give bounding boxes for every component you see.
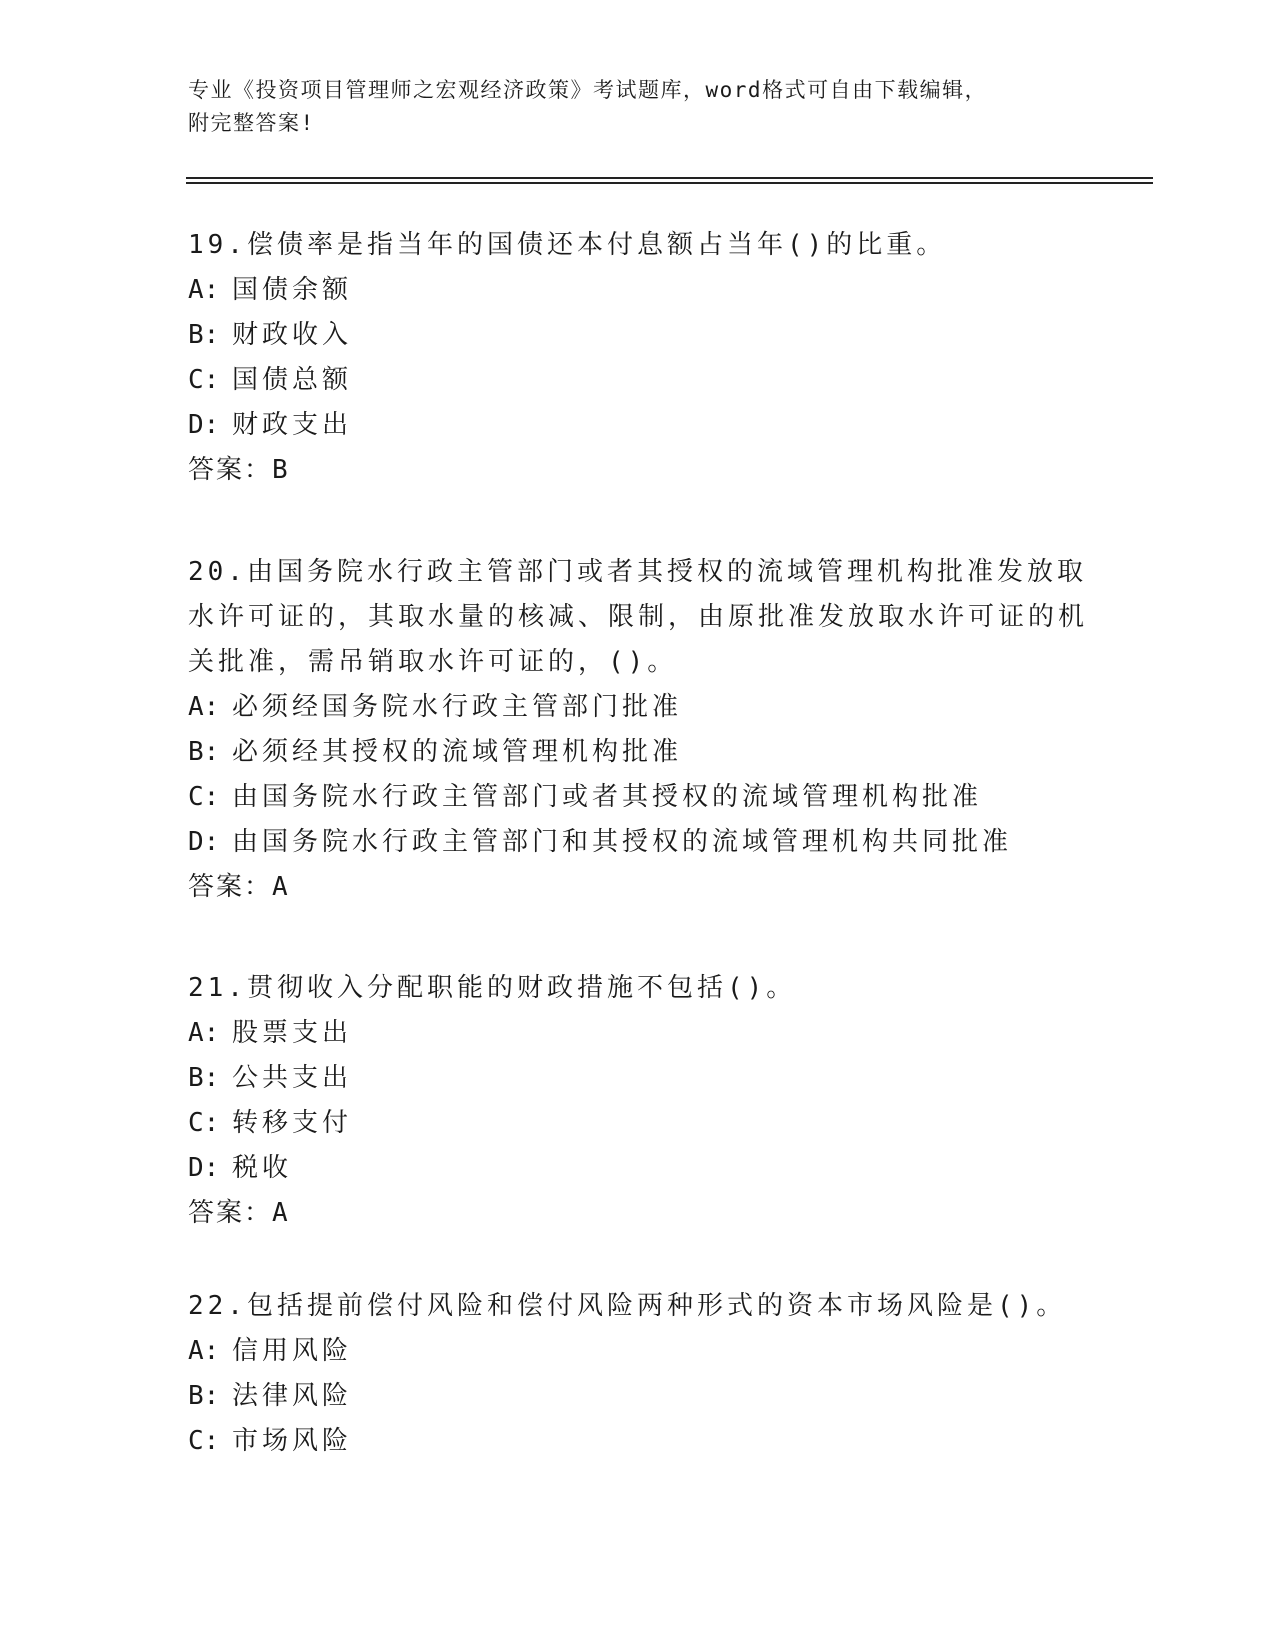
option-b — [188, 1056, 1088, 1101]
header-divider-top — [186, 177, 1153, 179]
option-c — [188, 1419, 1088, 1464]
answer-line — [188, 1191, 1088, 1236]
option-text: 股票支出 — [232, 1018, 353, 1048]
option-text: 公共支出 — [232, 1063, 353, 1093]
option-text: 市场风险 — [232, 1426, 353, 1456]
option-text: 法律风险 — [232, 1381, 353, 1411]
question-text: 19.偿债率是指当年的国债还本付息额占当年()的比重。 — [188, 230, 947, 260]
option-b — [188, 730, 1088, 775]
option-key: A: — [188, 1018, 220, 1048]
answer-label: 答案： — [188, 1198, 273, 1228]
option-text: 转移支付 — [232, 1108, 353, 1138]
question-21 — [188, 966, 1088, 1236]
question-22 — [188, 1284, 1088, 1464]
option-key: C: — [188, 782, 220, 812]
answer-value: A — [272, 1198, 290, 1228]
option-c — [188, 358, 1088, 403]
option-c — [188, 1101, 1088, 1146]
option-text: 信用风险 — [232, 1336, 353, 1366]
option-key: A: — [188, 692, 220, 722]
option-d — [188, 1146, 1088, 1191]
option-key: D: — [188, 410, 220, 440]
option-text: 国债总额 — [232, 365, 353, 395]
option-a — [188, 268, 1088, 313]
answer-label: 答案： — [188, 455, 273, 485]
document-header — [188, 74, 1088, 140]
option-text: 由国务院水行政主管部门或者其授权的流域管理机构批准 — [232, 782, 983, 812]
option-key: D: — [188, 1153, 220, 1183]
option-key: C: — [188, 1426, 220, 1456]
option-text: 必须经其授权的流域管理机构批准 — [232, 737, 683, 767]
question-text: 20.由国务院水行政主管部门或者其授权的流域管理机构批准发放取水许可证的，其取水量的核减、限制，由原批准发放取水许可证的机关批准，需吊销取水许可证的，()。 — [188, 557, 1089, 677]
header-divider-bottom — [186, 182, 1153, 184]
option-key: C: — [188, 1108, 220, 1138]
option-a — [188, 1329, 1088, 1374]
option-text: 财政收入 — [232, 320, 353, 350]
question-19 — [188, 223, 1088, 493]
question-text: 22.包括提前偿付风险和偿付风险两种形式的资本市场风险是()。 — [188, 1291, 1067, 1321]
option-d — [188, 403, 1088, 448]
answer-value: B — [272, 455, 290, 485]
header-line-2: 附完整答案! — [188, 111, 315, 135]
option-key: B: — [188, 737, 220, 767]
option-key: A: — [188, 1336, 220, 1366]
option-text: 国债余额 — [232, 275, 353, 305]
question-20 — [188, 550, 1088, 910]
option-text: 税收 — [232, 1153, 293, 1183]
question-text: 21.贯彻收入分配职能的财政措施不包括()。 — [188, 973, 797, 1003]
option-key: B: — [188, 1063, 220, 1093]
answer-value: A — [272, 872, 290, 902]
option-b — [188, 313, 1088, 358]
answer-label: 答案： — [188, 872, 273, 902]
option-key: B: — [188, 320, 220, 350]
answer-line — [188, 865, 1088, 910]
option-text: 由国务院水行政主管部门和其授权的流域管理机构共同批准 — [232, 827, 1013, 857]
option-key: B: — [188, 1381, 220, 1411]
answer-line — [188, 448, 1088, 493]
option-d — [188, 820, 1088, 865]
option-key: D: — [188, 827, 220, 857]
option-key: A: — [188, 275, 220, 305]
option-c — [188, 775, 1088, 820]
option-a — [188, 1011, 1088, 1056]
option-a — [188, 685, 1088, 730]
option-b — [188, 1374, 1088, 1419]
option-key: C: — [188, 365, 220, 395]
option-text: 必须经国务院水行政主管部门批准 — [232, 692, 683, 722]
option-text: 财政支出 — [232, 410, 353, 440]
header-line-1: 专业《投资项目管理师之宏观经济政策》考试题库，word格式可自由下载编辑， — [188, 78, 988, 102]
